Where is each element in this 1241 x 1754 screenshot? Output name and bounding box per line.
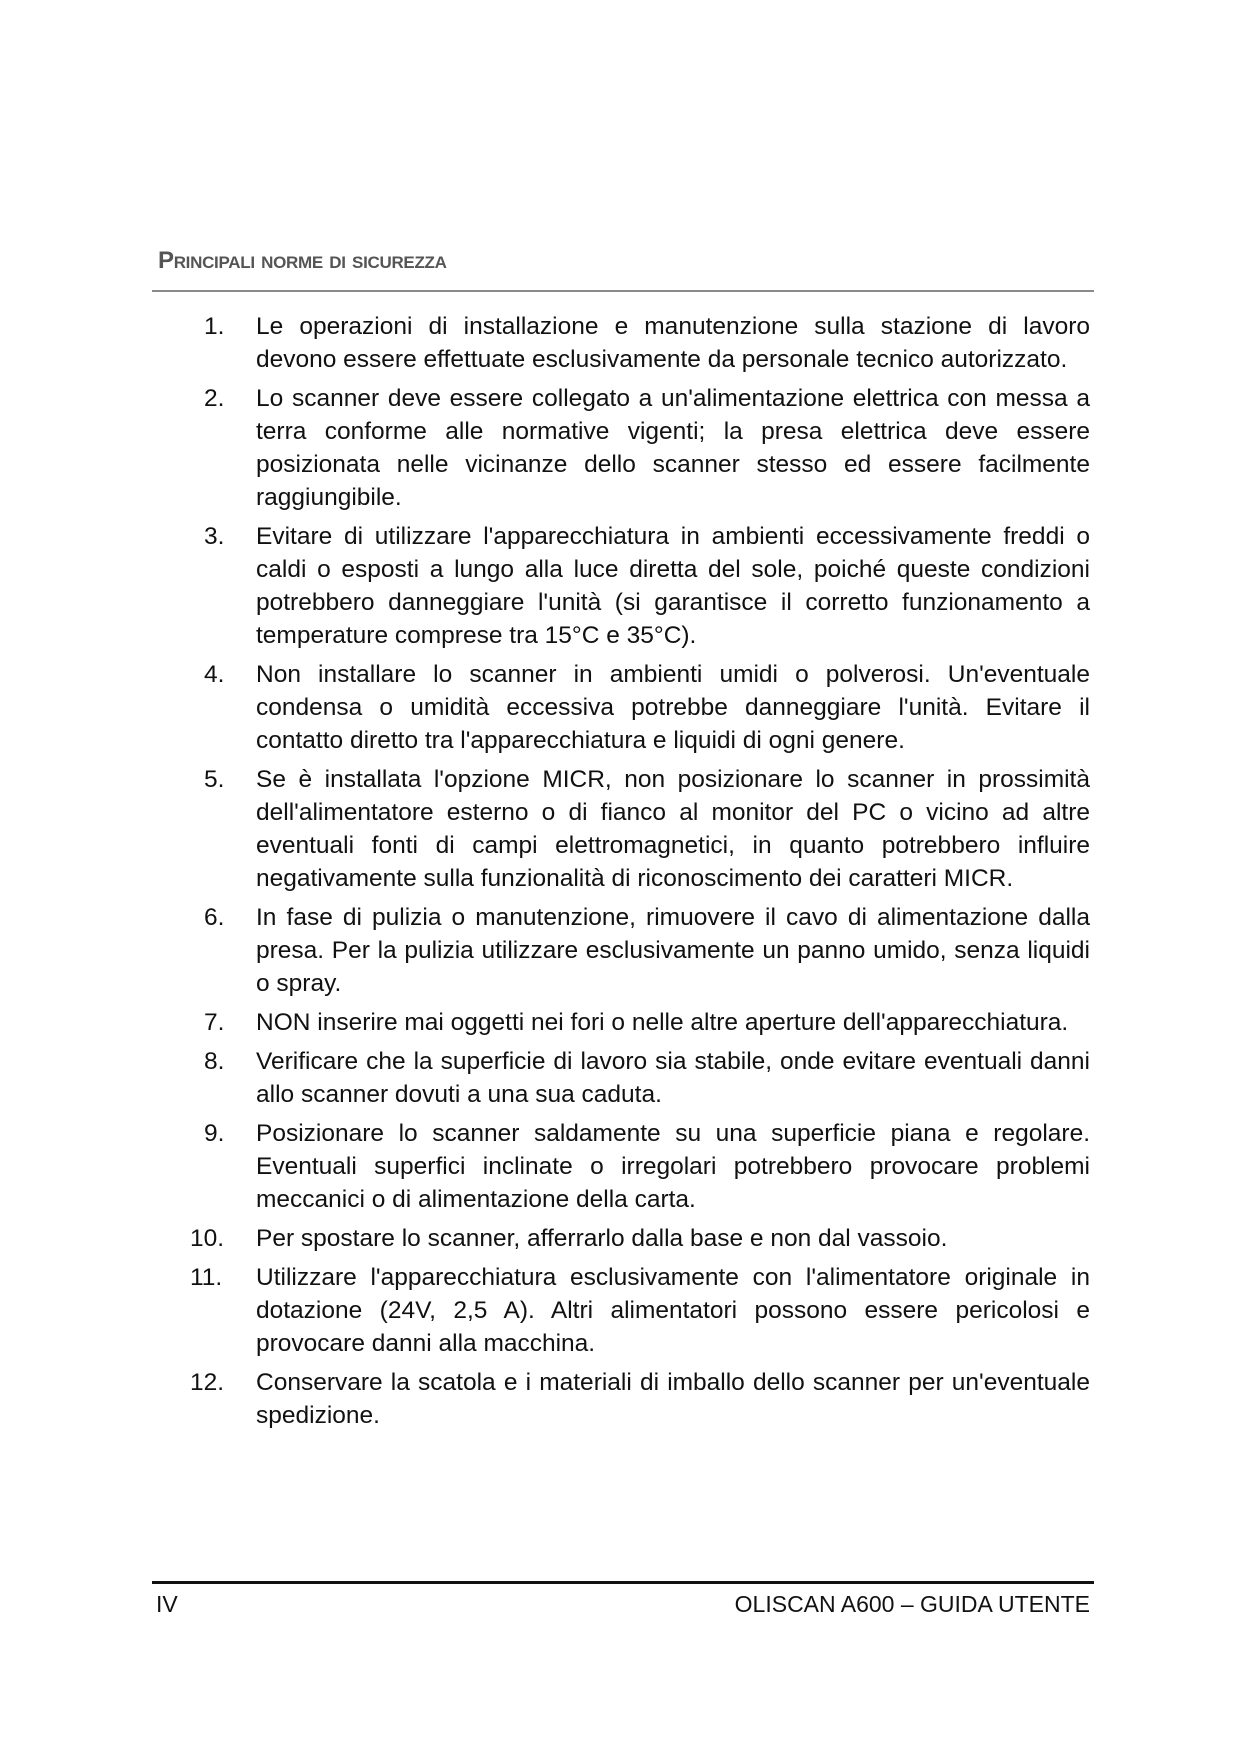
list-item (150, 1045, 1090, 1111)
item-number: 8. (204, 1048, 225, 1075)
list-item (150, 1222, 1090, 1255)
item-text: Per spostare lo scanner, afferrarlo dalla base e non dal vassoio. (256, 1225, 948, 1252)
item-text: NON inserire mai oggetti nei fori o nelle altre aperture dell'apparecchiatura. (256, 1009, 1069, 1036)
item-number: 11. (190, 1264, 223, 1291)
list-item (150, 658, 1090, 757)
list-item (150, 520, 1090, 652)
item-text: Verificare che la superficie di lavoro sia stabile, onde evitare eventuali danni allo scanner dovuti a una sua caduta. (256, 1048, 1090, 1108)
page-number: IV (156, 1591, 178, 1617)
list-item (150, 1261, 1090, 1360)
item-text: Conservare la scatola e i materiali di imballo dello scanner per un'eventuale spedizione. (256, 1369, 1090, 1429)
item-number: 5. (204, 766, 225, 793)
item-text: In fase di pulizia o manutenzione, rimuovere il cavo di alimentazione dalla presa. Per la pulizia utilizzare esclusivamente un panno umido, senza liquidi o spray. (256, 904, 1090, 997)
item-text: Utilizzare l'apparecchiatura esclusivamente con l'alimentatore originale in dotazione (24V, 2,5 A). Altri alimentatori possono essere pericolosi e provocare danni alla macchina. (256, 1264, 1090, 1357)
list-item (150, 901, 1090, 1000)
item-number: 2. (204, 385, 225, 412)
item-text: Evitare di utilizzare l'apparecchiatura in ambienti eccessivamente freddi o caldi o esposti a lungo alla luce diretta del sole, poiché queste condizioni potrebbero danneggiare l'unità (si garantisce il corretto funzionamento a temperature comprese tra 15°C e 35°C). (256, 523, 1090, 649)
item-number: 3. (204, 523, 225, 550)
list-item (150, 382, 1090, 514)
item-number: 4. (204, 661, 225, 688)
footer-document-title: OLISCAN A600 – GUIDA UTENTE (734, 1591, 1090, 1617)
section-title: Principali norme di sicurezza (158, 247, 447, 274)
item-number: 7. (204, 1009, 225, 1036)
list-item (150, 1117, 1090, 1216)
list-item (150, 1006, 1090, 1039)
safety-rules-list (150, 310, 1090, 1438)
item-number: 9. (204, 1120, 225, 1147)
list-item (150, 763, 1090, 895)
list-item (150, 310, 1090, 376)
title-divider (152, 290, 1094, 292)
item-number: 1. (204, 313, 225, 340)
item-text: Posizionare lo scanner saldamente su una superficie piana e regolare. Eventuali superfici inclinate o irregolari potrebbero provocare problemi meccanici o di alimentazione della carta. (256, 1120, 1090, 1213)
item-text: Non installare lo scanner in ambienti umidi o polverosi. Un'eventuale condensa o umidità eccessiva potrebbe danneggiare l'unità. Evitare il contatto diretto tra l'apparecchiatura e liquidi di ogni genere. (256, 661, 1090, 754)
footer-divider (152, 1581, 1094, 1584)
item-text: Le operazioni di installazione e manutenzione sulla stazione di lavoro devono essere effettuate esclusivamente da personale tecnico autorizzato. (256, 313, 1090, 373)
item-text: Lo scanner deve essere collegato a un'alimentazione elettrica con messa a terra conforme alle normative vigenti; la presa elettrica deve essere posizionata nelle vicinanze dello scanner stesso ed essere facilmente raggiungibile. (256, 385, 1090, 511)
item-number: 10. (190, 1225, 225, 1252)
item-number: 12. (190, 1369, 225, 1396)
item-number: 6. (204, 904, 225, 931)
list-item (150, 1366, 1090, 1432)
item-text: Se è installata l'opzione MICR, non posizionare lo scanner in prossimità dell'alimentatore esterno o di fianco al monitor del PC o vicino ad altre eventuali fonti di campi elettromagnetici, in quanto potrebbero influire negativamente sulla funzionalità di riconoscimento dei caratteri MICR. (256, 766, 1090, 892)
